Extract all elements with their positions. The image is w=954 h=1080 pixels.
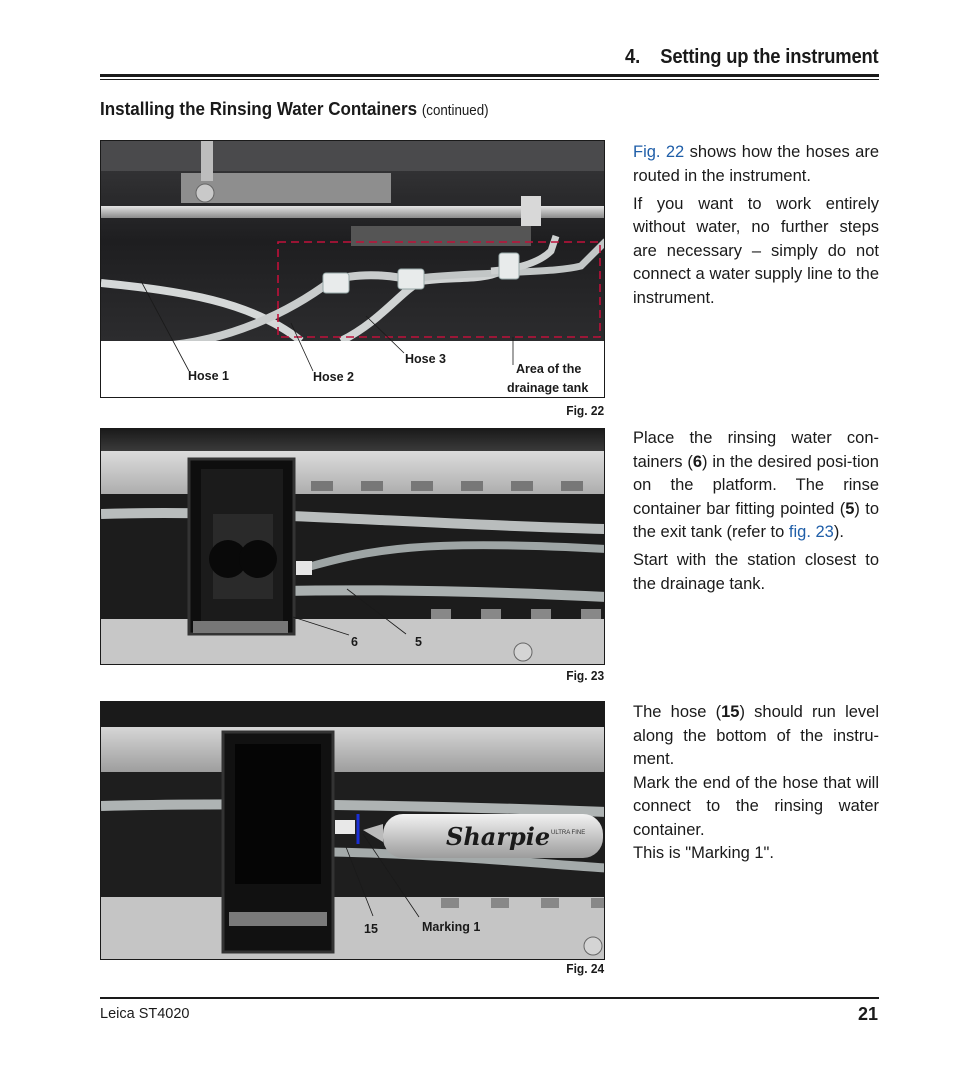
callout-area-line2: drainage tank bbox=[507, 381, 589, 395]
paragraph-hose-routing bbox=[633, 141, 879, 188]
callout-hose-1: Hose 1 bbox=[188, 369, 229, 383]
section-title bbox=[100, 98, 489, 120]
footer-rule bbox=[100, 997, 879, 999]
paragraph-mark-end: Mark the end of the hose that will connect to the rinsing water container. bbox=[633, 773, 879, 839]
header-rule-thin bbox=[100, 79, 879, 80]
placement-text-e: ). bbox=[833, 523, 844, 541]
paragraph-hose-level bbox=[633, 701, 879, 772]
marker-small-text: ULTRA FINE bbox=[551, 830, 586, 836]
section-title-text: Installing the Rinsing Water Containers bbox=[100, 98, 418, 119]
chapter-title: Setting up the instrument bbox=[659, 46, 878, 68]
placement-text-a: Place the rinsing water con-tainers ( bbox=[633, 429, 879, 471]
text-block-placement bbox=[633, 427, 879, 601]
paragraph-hose-routing-text: shows how the hoses are routed in the instrument. bbox=[633, 143, 879, 185]
text-block-routing bbox=[633, 141, 879, 315]
text-block-marking bbox=[633, 701, 879, 866]
hose-ref-15: 15 bbox=[721, 703, 740, 721]
figure-24-photo bbox=[101, 702, 605, 960]
placement-text-d: ) to the exit tank (refer to bbox=[633, 499, 879, 541]
figure-24-caption: Fig. 24 bbox=[566, 961, 604, 976]
chapter-number: 4. bbox=[624, 46, 640, 68]
figure-22-photo bbox=[101, 141, 605, 398]
paragraph-placement bbox=[633, 427, 879, 545]
page-number: 21 bbox=[857, 1004, 878, 1024]
placement-ref-5: 5 bbox=[845, 499, 855, 518]
marker-brand-text: Sharpie bbox=[446, 822, 551, 851]
figure-23 bbox=[100, 428, 605, 665]
callout-hose-2: Hose 2 bbox=[313, 370, 354, 384]
header-rule-thick bbox=[100, 74, 879, 77]
paragraph-start-station: Start with the station closest to the drainage tank. bbox=[633, 551, 879, 593]
placement-text-c: ) in the desired posi-tion on the platform. The rinse container bar fitting pointed ( bbox=[633, 452, 879, 518]
section-continued: (continued) bbox=[421, 103, 489, 119]
figure-23-caption: Fig. 23 bbox=[566, 668, 604, 683]
paragraph-without-water: If you want to work entirely without water, no further steps are necessary – simply do not connect a water supply line to the instrument. bbox=[633, 194, 879, 307]
hose-level-text-c: ) should run level along the bottom of the instru-ment. bbox=[633, 703, 880, 768]
link-fig-22[interactable]: Fig. 22 bbox=[633, 143, 685, 161]
callout-marking-1: Marking 1 bbox=[422, 920, 481, 934]
placement-ref-6: 6 bbox=[692, 452, 703, 471]
callout-15: 15 bbox=[364, 922, 378, 936]
callout-hose-3: Hose 3 bbox=[405, 352, 446, 366]
hose-level-text-a: The hose ( bbox=[633, 703, 722, 721]
figure-24 bbox=[100, 701, 605, 960]
figure-22-caption: Fig. 22 bbox=[566, 403, 604, 418]
figure-22 bbox=[100, 140, 605, 398]
footer-product: Leica ST4020 bbox=[100, 1006, 190, 1022]
callout-area-line1: Area of the bbox=[516, 362, 582, 376]
link-fig-23[interactable]: fig. 23 bbox=[788, 523, 834, 541]
paragraph-marking-1: This is "Marking 1". bbox=[633, 844, 774, 862]
chapter-heading bbox=[625, 46, 878, 69]
figure-23-photo bbox=[101, 429, 605, 665]
callout-6: 6 bbox=[351, 635, 358, 649]
callout-5: 5 bbox=[415, 635, 422, 649]
